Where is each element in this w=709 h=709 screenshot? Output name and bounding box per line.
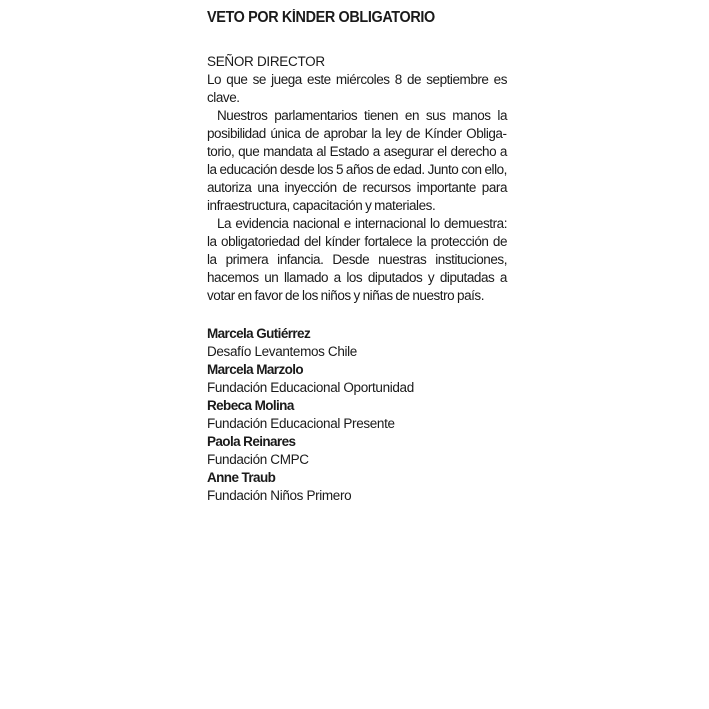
- signatory-organization: Fundación CMPC: [207, 452, 309, 467]
- paragraph-intro: Lo que se juega este miércoles 8 de septiembre es clave.: [207, 72, 507, 105]
- paragraph-closing: La evidencia nacional e internacional lo demuestra: la obligatoriedad del kínder fortalece la protección de la primera infancia. Desde nuestras instituciones, hacemos un llamado a los diputados y diputadas a votar en favor de los niños y niñas de nuestro país.: [207, 216, 507, 303]
- signatory-organization: Fundación Niños Primero: [207, 488, 352, 503]
- signatory-organization: Desafío Levantemos Chile: [207, 344, 357, 359]
- signatory: [207, 433, 507, 469]
- signatory: [207, 325, 507, 361]
- signatures: [207, 325, 507, 505]
- signatory-name: Rebeca Molina: [207, 398, 294, 413]
- signatory-name: Anne Traub: [207, 470, 276, 485]
- letter-to-editor: [207, 8, 507, 505]
- signatory-name: Marcela Gutiérrez: [207, 326, 311, 341]
- signatory-organization: Fundación Educacional Oportunidad: [207, 380, 414, 395]
- signatory-organization: Fundación Educacional Presente: [207, 416, 395, 431]
- signatory-name: Paola Reinares: [207, 434, 296, 449]
- signatory: [207, 469, 507, 505]
- signatory: [207, 397, 507, 433]
- headline: VETO POR KÍNDER OBLIGATORIO: [207, 9, 435, 26]
- salutation: SEÑOR DIRECTOR: [207, 54, 325, 69]
- signatory: [207, 361, 507, 397]
- paragraph-body: Nuestros parlamentarios tienen en sus manos la posibilidad única de aprobar la ley de Kínder Obligatorio, que mandata al Estado a asegurar el derecho a la educación desde los 5 años de edad. Junto con ello, autoriza una inyección de recursos importante para infraestructura, capacitación y materiales.: [207, 108, 507, 213]
- signatory-name: Marcela Marzolo: [207, 362, 304, 377]
